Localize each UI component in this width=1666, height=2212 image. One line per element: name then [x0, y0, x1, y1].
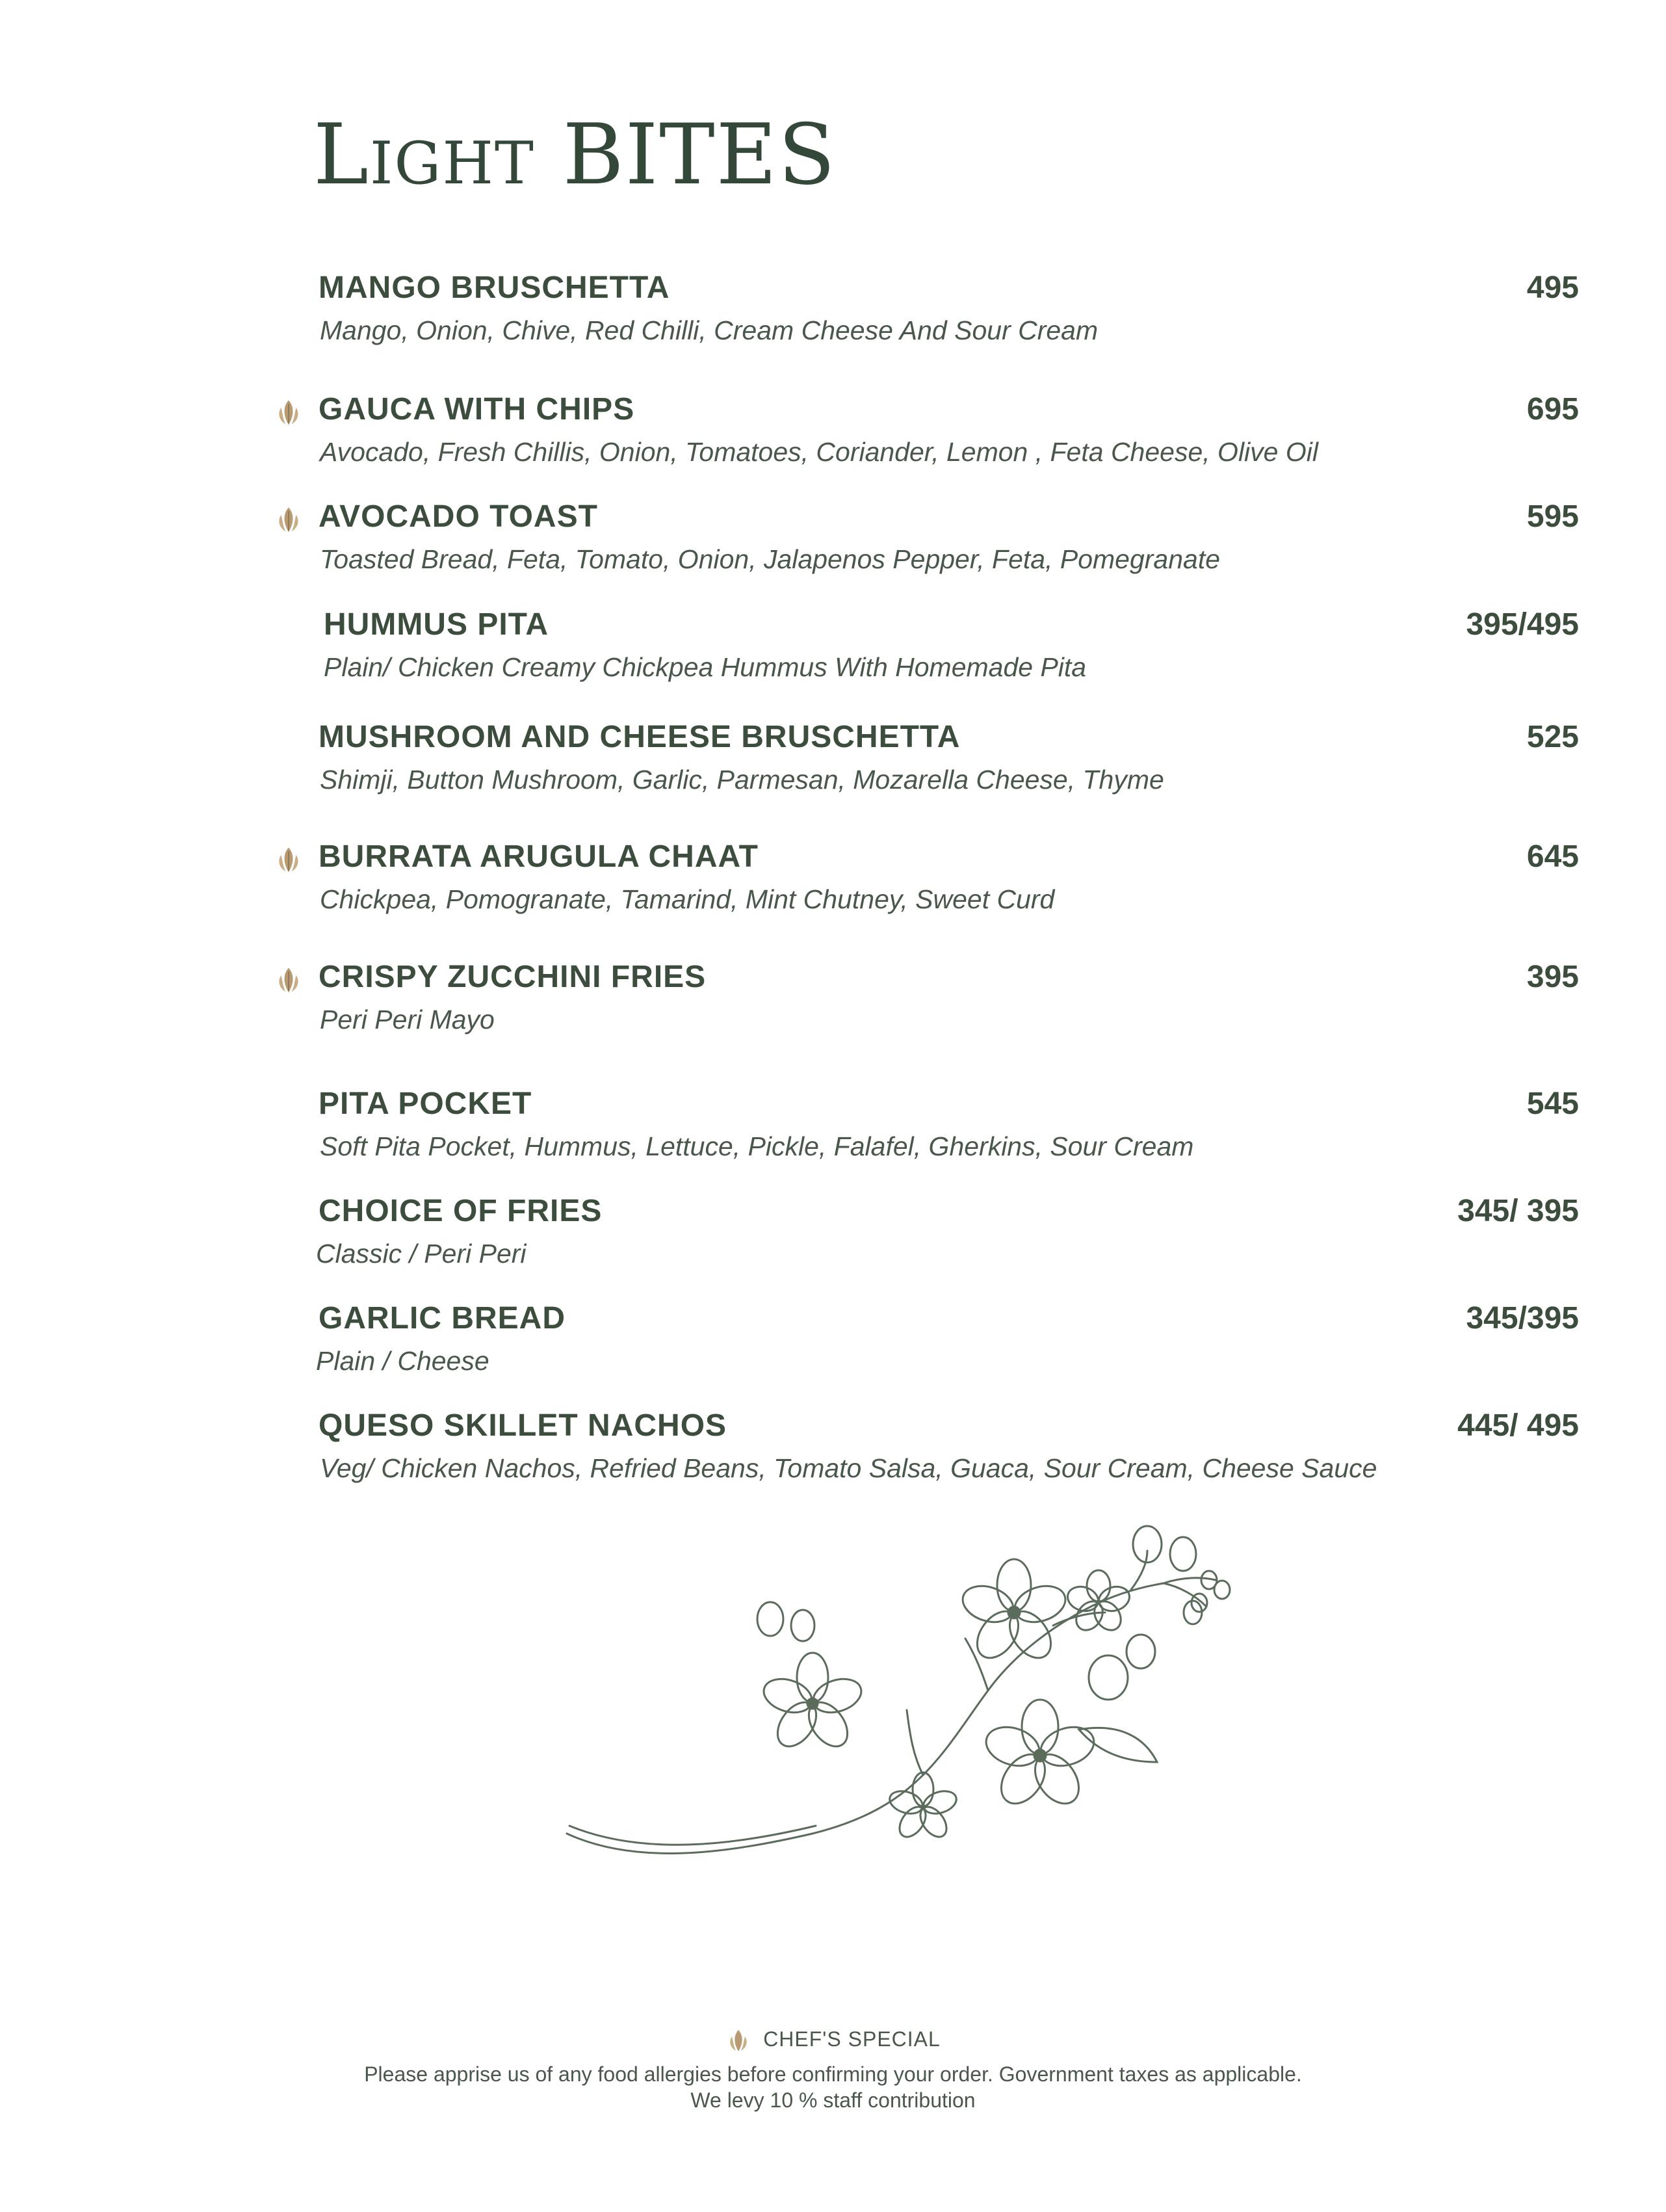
menu-item-name: GARLIC BREAD: [319, 1301, 566, 1336]
menu-item-name: MUSHROOM AND CHEESE BRUSCHETTA: [319, 720, 961, 754]
menu-item-description: Plain/ Chicken Creamy Chickpea Hummus With Homemade Pita: [324, 652, 1087, 682]
menu-item-price: 395/495: [1466, 607, 1579, 642]
menu-item-name: GAUCA WITH CHIPS: [319, 392, 635, 427]
menu-item-description: Classic / Peri Peri: [316, 1239, 527, 1269]
menu-item-price: 445/ 495: [1457, 1408, 1579, 1443]
menu-item-price: 695: [1526, 392, 1579, 427]
menu-item: [0, 1193, 1666, 1284]
chef-special-leaf-icon: [274, 845, 304, 875]
menu-item-name: AVOCADO TOAST: [319, 499, 598, 534]
menu-item: [0, 607, 1666, 698]
menu-item-name: MANGO BRUSCHETTA: [319, 270, 670, 305]
menu-item-price: 545: [1526, 1086, 1579, 1121]
menu-item: [0, 499, 1666, 590]
menu-item-description: Soft Pita Pocket, Hummus, Lettuce, Pickle, Falafel, Gherkins, Sour Cream: [320, 1131, 1194, 1161]
chef-special-label: CHEF'S SPECIAL: [763, 2027, 941, 2051]
menu-item-price: 525: [1526, 720, 1579, 754]
menu-item-price: 395: [1526, 960, 1579, 994]
menu-item-description: Peri Peri Mayo: [320, 1005, 495, 1034]
menu-item-description: Avocado, Fresh Chillis, Onion, Tomatoes, Coriander, Lemon , Feta Cheese, Olive Oil: [320, 437, 1318, 467]
menu-item-description: Plain / Cheese: [316, 1346, 489, 1376]
menu-item-price: 495: [1526, 270, 1579, 305]
menu-item: [0, 1086, 1666, 1177]
chef-special-leaf-icon: [274, 505, 304, 535]
menu-item-price: 595: [1526, 499, 1579, 534]
menu-item-description: Shimji, Button Mushroom, Garlic, Parmesan, Mozarella Cheese, Thyme: [320, 765, 1164, 795]
menu-item-description: Veg/ Chicken Nachos, Refried Beans, Tomato Salsa, Guaca, Sour Cream, Cheese Sauce: [320, 1453, 1377, 1483]
menu-item-description: Chickpea, Pomogranate, Tamarind, Mint Chutney, Sweet Curd: [320, 884, 1055, 914]
menu-item: [0, 391, 1666, 482]
menu-item-description: Toasted Bread, Feta, Tomato, Onion, Jalapenos Pepper, Feta, Pomegranate: [320, 544, 1221, 574]
menu-item: [0, 270, 1666, 361]
staff-contribution-note: We levy 10 % staff contribution: [690, 2088, 976, 2112]
menu-item-name: CRISPY ZUCCHINI FRIES: [319, 960, 707, 994]
menu-item-name: BURRATA ARUGULA CHAAT: [319, 839, 759, 874]
allergy-note: Please apprise us of any food allergies before confirming your order. Government taxes as applicable.: [364, 2062, 1302, 2086]
menu-item-price: 345/ 395: [1457, 1194, 1579, 1228]
menu-item-name: QUESO SKILLET NACHOS: [319, 1408, 727, 1443]
menu-item: [0, 1408, 1666, 1499]
page-title: Light BITES: [313, 107, 837, 204]
chef-special-legend: [0, 2027, 1666, 2054]
menu-item-name: CHOICE OF FRIES: [319, 1194, 603, 1228]
chef-special-leaf-icon: [274, 966, 304, 995]
menu-item: [0, 839, 1666, 930]
menu-item-price: 345/395: [1466, 1301, 1579, 1336]
chef-special-leaf-icon: [725, 2028, 751, 2054]
menu-item: [0, 1300, 1666, 1391]
menu-item-price: 645: [1526, 839, 1579, 874]
chef-special-leaf-icon: [274, 398, 304, 428]
menu-item: [0, 719, 1666, 810]
menu-item-description: Mango, Onion, Chive, Red Chilli, Cream Cheese And Sour Cream: [320, 315, 1099, 345]
menu-item: [0, 959, 1666, 1050]
menu-item-name: HUMMUS PITA: [324, 607, 549, 642]
cherry-blossom-illustration: [559, 1515, 1261, 1879]
menu-item-name: PITA POCKET: [319, 1086, 532, 1121]
